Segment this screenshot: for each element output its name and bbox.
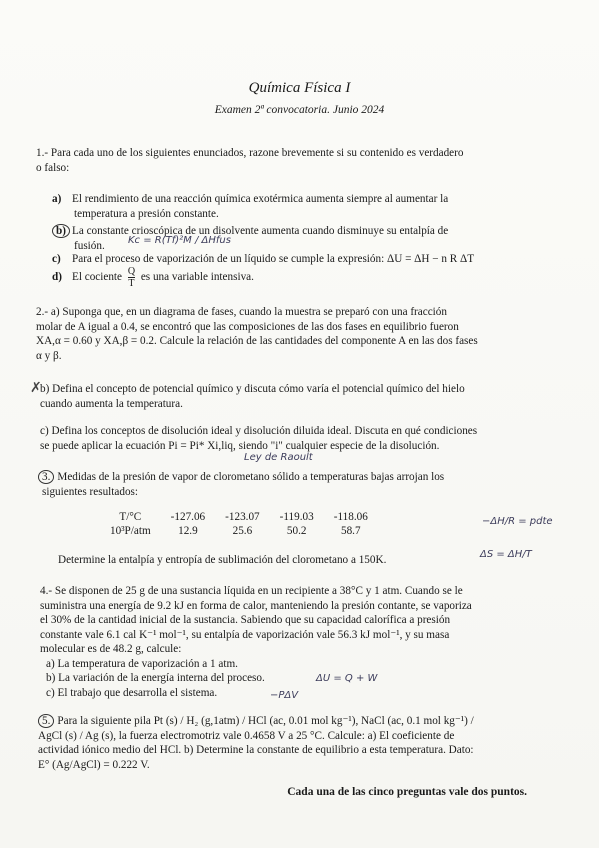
q3-row1-cell: -119.03 (279, 511, 314, 523)
q2-a-line1: 2.- a) Suponga que, en un diagrama de fases, cuando la muestra se preparó con una fracción (36, 306, 447, 318)
q1-a-line1: El rendimiento de una reacción química exotérmica aumenta siempre al aumentar la (72, 193, 449, 205)
page-subtitle: Examen 2ª convocatoria. Junio 2024 (214, 104, 385, 116)
q1-b-label: b) (52, 224, 70, 238)
q5-number: 5. (38, 714, 54, 728)
annotation-kc: Kc = R(Tf)²M / ΔHfus (128, 235, 231, 246)
q3-row1-cell: -127.06 (170, 511, 206, 523)
q3-data-table (100, 510, 378, 538)
q1-item-d (52, 266, 558, 289)
page-title: Química Física I (248, 80, 351, 96)
q1-d-den: T (128, 278, 135, 289)
q2-a-line3: XA,α = 0.60 y XA,β = 0.2. Calcule la relación de las cantidades del componente A en las dos fases (36, 335, 478, 347)
q3-row1-cell: -118.06 (333, 511, 368, 523)
q1-b-line2: fusión. (74, 239, 105, 252)
q1-d-num: Q (127, 266, 136, 277)
q3-row2-cell: 50.2 (286, 525, 307, 537)
annotation-ds: ΔS = ΔH/T (480, 549, 532, 560)
annotation-du: ΔU = Q + W (316, 673, 378, 684)
q3-row2-cell: 58.7 (340, 525, 361, 537)
q2-c-line1: c) Defina los conceptos de disolución ideal y disolución diluida ideal. Discuta en qué condiciones (40, 425, 478, 437)
q5-line3: actividad iónico medio del HCl. b) Determine la constante de equilibrio a esta temperatura. Dato: (38, 744, 474, 756)
q4 (40, 584, 566, 700)
q4-line1: 4.- Se disponen de 25 g de una sustancia líquida en un recipiente a 38°C y 1 atm. Cuando se le (40, 585, 463, 597)
q2-c (40, 424, 566, 453)
q1-c-line1: Para el proceso de vaporización de un líquido se cumple la expresión: ΔU = ΔH − n R ΔT (72, 253, 475, 265)
q1-d-pre: El cociente (72, 271, 123, 284)
q3-row2-cell: 12.9 (178, 525, 198, 537)
q2-a (36, 305, 566, 363)
q1-a-line2: temperatura a presión constante. (74, 207, 219, 220)
q5-line2: AgCl (s) / Ag (s), la fuerza electromotriz vale 0.4658 V a 25 °C. Calcule: a) El coeficiente de (38, 729, 455, 742)
q1-b-line1: La constante crioscópica de un disolvente aumenta cuando disminuye su entalpía de (72, 225, 449, 237)
q3 (38, 470, 566, 499)
q1-intro (36, 146, 566, 175)
q1-d-fraction (128, 266, 135, 289)
q4-line3: el 30% de la cantidad inicial de la sustancia. Sabiendo que su capacidad calorífica a presión (40, 614, 451, 626)
q4-c: c) El trabajo que desarrolla el sistema. (46, 686, 218, 699)
q2-b-line2: cuando aumenta la temperatura. (40, 397, 183, 410)
q1-intro-line1: 1.- Para cada uno de los siguientes enunciados, razone brevemente si su contenido es verdadero (36, 147, 464, 159)
q3-row1-label: T/°C (119, 511, 142, 523)
q1-intro-line2: o falso: (36, 161, 70, 174)
q3-row2-cell: 25.6 (232, 525, 253, 537)
annotation-dh-r: −ΔH/R = pdte (482, 516, 553, 527)
q3-row1-cell: -123.07 (225, 511, 260, 523)
q3-line2: siguientes resultados: (42, 485, 139, 498)
q5-line4: E° (Ag/AgCl) = 0.222 V. (38, 758, 150, 771)
footer-note: Cada una de las cinco preguntas vale dos puntos. (287, 786, 527, 798)
q1-d-label: d) (52, 271, 62, 284)
q2-c-line2: se puede aplicar la ecuación Pi = Pi* Xi,liq, siendo "i" cualquier especie de la disolución. (40, 439, 440, 452)
annotation-raoult: Ley de Raoult (244, 452, 313, 463)
q4-b: b) La variación de la energía interna del proceso. (46, 672, 265, 684)
q3-number: 3. (38, 470, 54, 484)
q4-line5: molecular es de 48.2 g, calcule: (40, 643, 182, 655)
table-row (100, 510, 378, 524)
q3-closing: Determine la entalpía y entropía de sublimación del clorometano a 150K. (58, 554, 387, 566)
q1-item-a (52, 192, 558, 221)
q3-line1: Medidas de la presión de vapor de clorometano sólido a temperaturas bajas arrojan los (57, 471, 445, 483)
table-row (100, 524, 378, 538)
annotation-w: −PΔV (270, 690, 299, 701)
q1-item-c (52, 252, 562, 267)
q3-row2-label: 10³P/atm (110, 525, 151, 537)
q2-a-line2: molar de A igual a 0.4, se encontró que las composiciones de las dos fases en equilibrio fueron (36, 320, 459, 333)
q2-a-line4: α y β. (36, 349, 62, 362)
q2-b (40, 382, 566, 411)
cross-mark: ✗ (30, 380, 42, 396)
q2-b-line1: b) Defina el concepto de potencial químico y discuta cómo varía el potencial químico del hielo (40, 383, 465, 395)
q4-line4: constante vale 6.1 cal K⁻¹ mol⁻¹, su entalpía de vaporización vale 56.3 kJ mol⁻¹, y su masa (40, 628, 450, 641)
q1-d-post: es una variable intensiva. (140, 271, 254, 284)
q4-a: a) La temperatura de vaporización a 1 atm. (46, 657, 238, 670)
q4-line2: suministra una energía de 9.2 kJ en forma de calor, manteniendo la presión contante, se vaporiza (40, 599, 472, 612)
q5 (38, 714, 566, 772)
q1-a-label: a) (52, 193, 62, 205)
q5-line1: Para la siguiente pila Pt (s) / H₂ (g,1atm) / HCl (ac, 0.01 mol kg⁻¹), NaCl (ac, 0.1 mol kg⁻¹) / (57, 715, 474, 727)
q1-c-label: c) (52, 253, 61, 265)
